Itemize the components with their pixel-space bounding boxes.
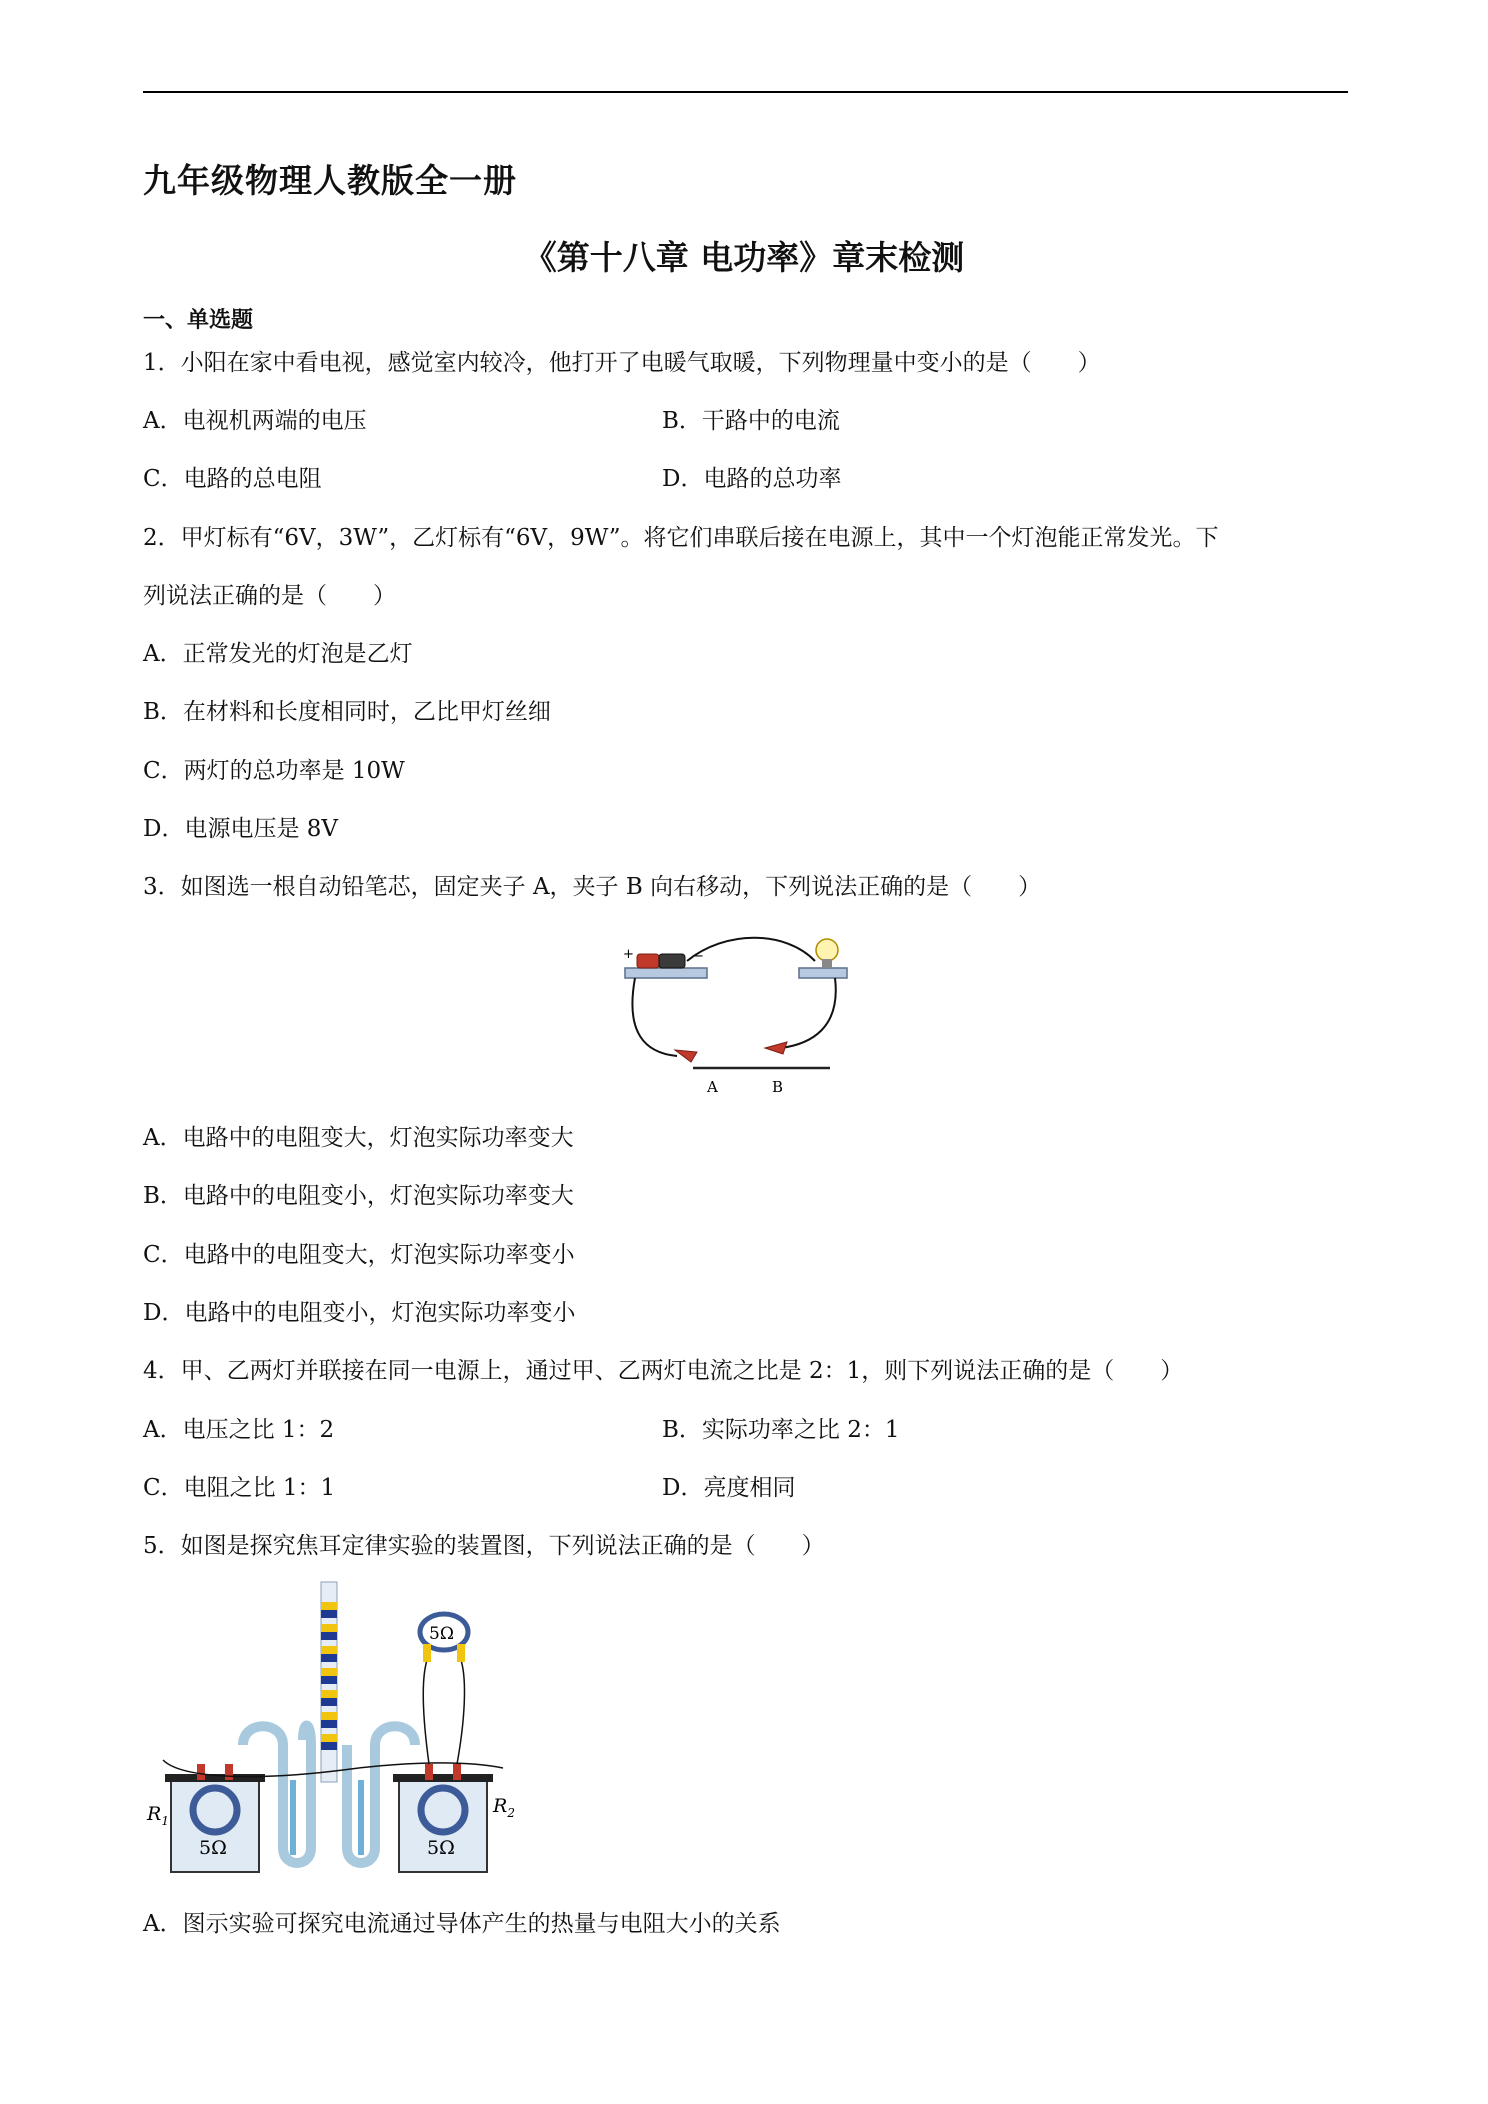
question-1-option-d: D．电路的总功率 <box>662 466 842 492</box>
bulb-socket <box>822 959 832 968</box>
left-wire <box>632 978 677 1056</box>
minus-sign: − <box>693 949 704 964</box>
joule-law-apparatus-figure <box>143 1580 523 1880</box>
label-r2: $R_2$ <box>493 1795 515 1820</box>
question-2-option-d: D．电源电压是 8V <box>143 816 338 842</box>
question-2-option-c: C．两灯的总功率是 10W <box>143 758 405 784</box>
right-terminal-1 <box>425 1764 433 1780</box>
external-terminal-1 <box>423 1644 431 1662</box>
parallel-wire-1 <box>423 1660 429 1764</box>
textbook-series: 九年级物理人教版全一册 <box>143 161 517 200</box>
question-5-option-a: A．图示实验可探究电流通过导体产生的热量与电阻大小的关系 <box>143 1911 781 1937</box>
right-terminal-2 <box>453 1764 461 1780</box>
parallel-wire-2 <box>457 1660 464 1764</box>
question-1-option-b: B．干路中的电流 <box>662 408 840 434</box>
question-3-option-b: B．电路中的电阻变小，灯泡实际功率变大 <box>143 1183 574 1209</box>
question-3-option-d: D．电路中的电阻变小，灯泡实际功率变小 <box>143 1300 576 1326</box>
question-1-option-c: C．电路的总电阻 <box>143 466 322 492</box>
resistance-label-top: 5Ω <box>429 1624 454 1644</box>
battery-cell-end <box>659 954 685 968</box>
ruler-stripes <box>321 1602 337 1750</box>
left-terminal-1 <box>197 1764 205 1780</box>
question-3-option-c: C．电路中的电阻变大，灯泡实际功率变小 <box>143 1242 575 1268</box>
question-2-option-a: A．正常发光的灯泡是乙灯 <box>143 641 413 667</box>
light-bulb-icon <box>816 939 838 961</box>
pencil-lead-circuit-figure <box>615 928 855 1096</box>
lamp-base <box>799 968 847 978</box>
question-4-option-d: D．亮度相同 <box>662 1475 796 1501</box>
question-4-stem: 4．甲、乙两灯并联接在同一电源上，通过甲、乙两灯电流之比是 2：1，则下列说法正确的是（ ） <box>143 1358 1184 1384</box>
exam-title: 《第十八章 电功率》章末检测 <box>523 238 965 277</box>
left-terminal-2 <box>225 1764 233 1780</box>
question-4-option-a: A．电压之比 1：2 <box>143 1417 335 1443</box>
section-heading: 一、单选题 <box>143 308 254 333</box>
question-2-stem-line-1: 2．甲灯标有“6V，3W”，乙灯标有“6V，9W”。将它们串联后接在电源上，其中一个灯泡能正常发光。下 <box>143 525 1219 551</box>
clip-b <box>765 1042 787 1054</box>
plus-sign: + <box>623 947 634 962</box>
battery-base <box>625 968 707 978</box>
question-2-option-b: B．在材料和长度相同时，乙比甲灯丝细 <box>143 699 551 725</box>
question-5-stem: 5．如图是探究焦耳定律实验的装置图，下列说法正确的是（ ） <box>143 1533 825 1559</box>
label-r1: $R_1$ <box>147 1803 169 1828</box>
clip-a <box>675 1050 697 1062</box>
question-3-stem: 3．如图选一根自动铅笔芯，固定夹子 A，夹子 B 向右移动，下列说法正确的是（ ） <box>143 874 1042 900</box>
right-lid <box>393 1774 493 1782</box>
resistance-label-left: 5Ω <box>199 1837 227 1859</box>
question-1-stem: 1．小阳在家中看电视，感觉室内较冷，他打开了电暖气取暖，下列物理量中变小的是（ ） <box>143 350 1101 376</box>
question-1-option-a: A．电视机两端的电压 <box>143 408 367 434</box>
question-4-option-b: B．实际功率之比 2：1 <box>662 1417 900 1443</box>
question-3-option-a: A．电路中的电阻变大，灯泡实际功率变大 <box>143 1125 574 1151</box>
label-a: A <box>707 1078 718 1096</box>
header-rule <box>143 91 1348 93</box>
right-wire <box>781 978 836 1048</box>
battery-cell <box>637 954 659 968</box>
question-4-option-c: C．电阻之比 1：1 <box>143 1475 336 1501</box>
question-2-stem-line-2: 列说法正确的是（ ） <box>143 583 396 609</box>
top-wire <box>687 938 815 961</box>
external-terminal-2 <box>457 1644 465 1662</box>
label-b: B <box>772 1078 784 1096</box>
resistance-label-right: 5Ω <box>427 1837 455 1859</box>
